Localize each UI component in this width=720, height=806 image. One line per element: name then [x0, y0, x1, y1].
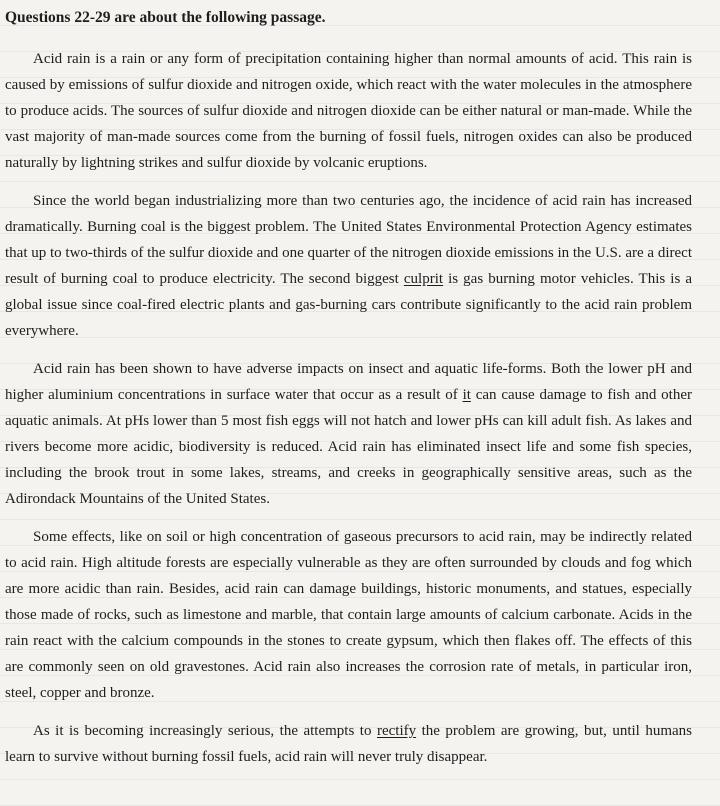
paragraph-4: Some effects, like on soil or high concentration of gaseous precursors to acid rain, may be indirectly related to acid rain. High altitude forests are especially vulnerable as they are often surrounded by clouds and fog which are more acidic than rain. Besides, acid rain can damage buildings, historic monuments, and statues, especially those made of rocks, such as limestone and marble, that contain large amounts of calcium carbonate. Acids in the rain react with the calcium compounds in the stones to create gypsum, which then flakes off. The effects of this are commonly seen on old gravestones. Acid rain also increases the corrosion rate of metals, in particular iron, steel, copper and bronze.	[5, 529, 692, 701]
paragraph-2	[5, 188, 692, 344]
questions-heading: Questions 22-29 are about the following passage.	[5, 9, 326, 26]
underlined-word-rectify: rectify	[376, 723, 417, 739]
passage-page	[5, 6, 692, 782]
paragraph-3	[5, 356, 692, 512]
paragraph-2-text-start: Since the world began industrializing more than two centuries ago, the incidence of acid rain has increased dramatically. Burning coal is the biggest problem. The United States Environmental Protection Agency estimates that up to two-thirds of the sulfur dioxide and one quarter of the nitrogen dioxide emissions in the U.S. are a direct result of burning coal to produce electricity. The second biggest	[5, 193, 692, 287]
underlined-word-culprit: culprit	[403, 271, 444, 287]
paragraph-5-text-start: As it is becoming increasingly serious, the attempts to	[33, 723, 377, 739]
paragraph-5	[5, 718, 692, 770]
paragraph-3-text-end: can cause damage to fish and other aquatic animals. At pHs lower than 5 most fish eggs will not hatch and lower pHs can kill adult fish. As lakes and rivers become more acidic, biodiversity is reduced. Acid rain has eliminated insect life and some fish species, including the brook trout in some lakes, streams, and creeks in geographically sensitive areas, such as the Adirondack Mountains of the United States.	[5, 387, 692, 507]
underlined-word-it: it	[462, 387, 471, 403]
paragraph-5-text-end: the problem are growing, but, until humans learn to survive without burning fossil fuels, acid rain will never truly disappear.	[5, 723, 693, 765]
paragraph-1: Acid rain is a rain or any form of precipitation containing higher than normal amounts of acid. This rain is caused by emissions of sulfur dioxide and nitrogen oxide, which react with the water molecules in the atmosphere to produce acids. The sources of sulfur dioxide and nitrogen dioxide can be either natural or man-made. While the vast majority of man-made sources come from the burning of fossil fuels, nitrogen oxides can also be produced naturally by lightning strikes and sulfur dioxide by volcanic eruptions.	[5, 51, 692, 171]
paragraph-2-text-end: is gas burning motor vehicles. This is a global issue since coal-fired electric plants and gas-burning cars contribute significantly to the acid rain problem everywhere.	[5, 271, 692, 339]
paragraph-3-text-start: Acid rain has been shown to have adverse impacts on insect and aquatic life-forms. Both the lower pH and higher aluminium concentrations in surface water that occur as a result of	[5, 361, 692, 403]
